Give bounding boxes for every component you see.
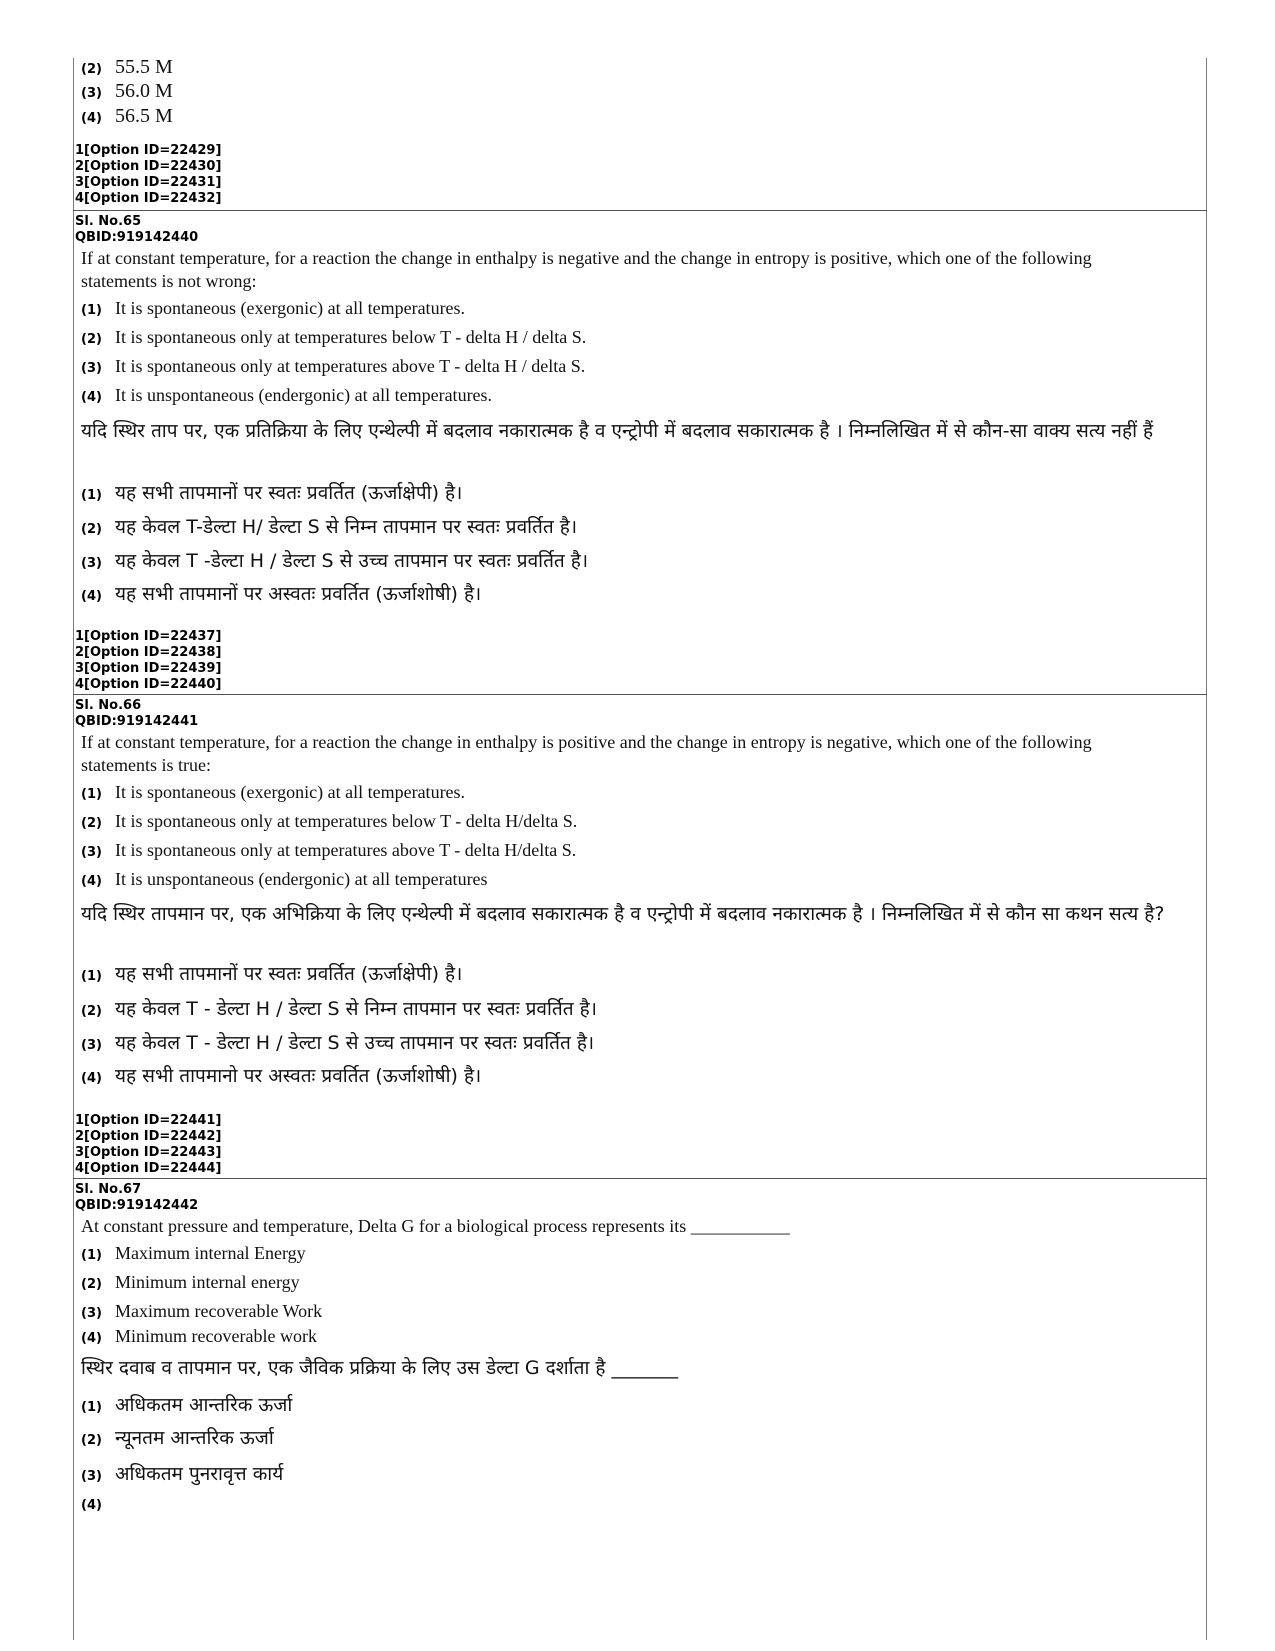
option-row	[81, 1424, 1186, 1450]
english-question-text: If at constant temperature, for a reaction the change in enthalpy is positive and the change in entropy is negative, which one of the following statements is true:	[81, 732, 1092, 775]
option-text: It is unspontaneous (endergonic) at all temperatures	[115, 869, 488, 889]
option-text: यह केवल T-डेल्टा H/ डेल्टा S से निम्न तापमान पर स्वतः प्रवर्तित है।	[115, 516, 578, 538]
option-id: 1[Option ID=22441]	[75, 1113, 222, 1128]
option-id: 3[Option ID=22443]	[75, 1145, 222, 1160]
option-row	[81, 1326, 1186, 1347]
option-row	[81, 1391, 1186, 1417]
option-id: 1[Option ID=22437]	[75, 629, 222, 644]
option-text: अधिकतम आन्तरिक ऊर्जा	[115, 1394, 293, 1416]
option-number: (1)	[81, 1248, 102, 1263]
option-text: यह सभी तापमानों पर स्वतः प्रवर्तित (ऊर्जाक्षेपी) है।	[115, 963, 463, 985]
question-bank-id: QBID:919142441	[75, 714, 199, 729]
english-question-text: If at constant temperature, for a reaction the change in enthalpy is negative and the change in entropy is positive, which one of the following statements is not wrong:	[81, 248, 1092, 291]
option-number: (2)	[81, 1433, 102, 1448]
option-id: 1[Option ID=22429]	[75, 143, 222, 158]
option-text: It is spontaneous only at temperatures above T - delta H / delta S.	[115, 356, 586, 376]
option-row	[81, 960, 1186, 986]
option-row	[81, 869, 1186, 890]
option-row	[81, 840, 1186, 861]
option-row	[81, 56, 1186, 79]
option-row	[81, 80, 1186, 103]
option-text: Maximum recoverable Work	[115, 1301, 323, 1321]
option-id: 4[Option ID=22444]	[75, 1161, 222, 1176]
option-id-list	[75, 1113, 221, 1177]
option-text: 55.5 M	[115, 56, 173, 78]
option-number: (3)	[81, 845, 102, 860]
option-number: (4)	[81, 390, 102, 405]
option-number: (4)	[81, 1071, 102, 1086]
option-row	[81, 1243, 1186, 1264]
row-divider	[73, 1178, 1207, 1179]
option-id: 3[Option ID=22439]	[75, 661, 222, 676]
option-number: (1)	[81, 303, 102, 318]
option-row	[81, 1029, 1186, 1055]
option-text: Minimum internal energy	[115, 1272, 300, 1292]
option-id: 2[Option ID=22430]	[75, 159, 222, 174]
option-row	[81, 1062, 1186, 1088]
option-text: It is spontaneous only at temperatures below T - delta H/delta S.	[115, 811, 578, 831]
option-row	[81, 547, 1186, 573]
question-bank-id: QBID:919142442	[75, 1198, 199, 1213]
option-number: (3)	[81, 1469, 102, 1484]
option-row	[81, 513, 1186, 539]
option-text: It is spontaneous only at temperatures below T - delta H / delta S.	[115, 327, 587, 347]
option-number: (4)	[81, 874, 102, 889]
option-id: 4[Option ID=22432]	[75, 191, 222, 206]
option-row	[81, 1301, 1186, 1322]
option-id-list	[75, 629, 221, 693]
option-number: (2)	[81, 62, 102, 77]
option-text: यह केवल T -डेल्टा H / डेल्टा S से उच्च तापमान पर स्वतः प्रवर्तित है।	[115, 550, 589, 572]
row-divider	[73, 694, 1207, 695]
option-number: (4)	[81, 589, 102, 604]
serial-number: Sl. No.67	[75, 1182, 142, 1197]
option-row	[81, 811, 1186, 832]
option-text: यह सभी तापमानों पर अस्वतः प्रवर्तित (ऊर्जाशोषी) है।	[115, 583, 482, 605]
option-number: (2)	[81, 522, 102, 537]
option-number: (2)	[81, 332, 102, 347]
option-row	[81, 995, 1186, 1021]
english-question-text: At constant pressure and temperature, Delta G for a biological process represents its ___________	[81, 1216, 790, 1236]
option-row	[81, 105, 1186, 128]
option-row	[81, 782, 1186, 803]
option-number: (1)	[81, 1400, 102, 1415]
question-table	[73, 58, 1207, 1640]
option-number: (3)	[81, 1038, 102, 1053]
option-id: 3[Option ID=22431]	[75, 175, 222, 190]
option-row	[81, 1498, 1186, 1514]
option-number: (2)	[81, 816, 102, 831]
option-text: यह केवल T - डेल्टा H / डेल्टा S से उच्च तापमान पर स्वतः प्रवर्तित है।	[115, 1032, 595, 1054]
hindi-question-text: यदि स्थिर तापमान पर, एक अभिक्रिया के लिए एन्थेल्पी में बदलाव सकारात्मक है व एन्ट्रोपी में बदलाव नकारात्मक है । निम्नलिखित में से कौन सा कथन सत्य है?	[81, 903, 1165, 925]
option-text: It is unspontaneous (endergonic) at all temperatures.	[115, 385, 493, 405]
option-row	[81, 356, 1186, 377]
option-row	[81, 385, 1186, 406]
hindi-question-text: यदि स्थिर ताप पर, एक प्रतिक्रिया के लिए एन्थेल्पी में बदलाव नकारात्मक है व एन्ट्रोपी में बदलाव सकारात्मक है । निम्नलिखित में से कौन-सा वाक्य सत्य नहीं हैं	[81, 420, 1154, 442]
option-text: यह सभी तापमानो पर अस्वतः प्रवर्तित (ऊर्जाशोषी) है।	[115, 1065, 482, 1087]
option-text: Minimum recoverable work	[115, 1326, 317, 1346]
option-id: 4[Option ID=22440]	[75, 677, 222, 692]
serial-number: Sl. No.65	[75, 214, 142, 229]
option-row	[81, 1460, 1186, 1486]
option-number: (1)	[81, 787, 102, 802]
option-row	[81, 298, 1186, 319]
option-text: यह केवल T - डेल्टा H / डेल्टा S से निम्न तापमान पर स्वतः प्रवर्तित है।	[115, 998, 597, 1020]
option-row	[81, 327, 1186, 348]
option-number: (3)	[81, 556, 102, 571]
serial-number: Sl. No.66	[75, 698, 142, 713]
option-number: (3)	[81, 1306, 102, 1321]
option-number: (4)	[81, 1498, 102, 1513]
row-divider	[73, 210, 1207, 211]
hindi-question-text: स्थिर दवाब व तापमान पर, एक जैविक प्रक्रिया के लिए उस डेल्टा G दर्शाता है _______	[81, 1357, 679, 1379]
option-text: न्यूनतम आन्तरिक ऊर्जा	[115, 1427, 274, 1449]
option-row	[81, 580, 1186, 606]
option-row	[81, 1272, 1186, 1293]
option-row	[81, 479, 1186, 505]
option-number: (3)	[81, 361, 102, 376]
option-number: (4)	[81, 111, 102, 126]
option-number: (2)	[81, 1277, 102, 1292]
option-id: 2[Option ID=22442]	[75, 1129, 222, 1144]
option-text: Maximum internal Energy	[115, 1243, 306, 1263]
option-number: (3)	[81, 86, 102, 101]
option-number: (4)	[81, 1331, 102, 1346]
option-number: (1)	[81, 488, 102, 503]
option-id: 2[Option ID=22438]	[75, 645, 222, 660]
option-id-list	[75, 143, 221, 207]
option-text: It is spontaneous (exergonic) at all temperatures.	[115, 298, 466, 318]
option-text: अधिकतम पुनरावृत्त कार्य	[115, 1463, 284, 1485]
option-text: 56.5 M	[115, 105, 173, 127]
question-bank-id: QBID:919142440	[75, 230, 199, 245]
option-text: यह सभी तापमानों पर स्वतः प्रवर्तित (ऊर्जाक्षेपी) है।	[115, 482, 463, 504]
option-text: It is spontaneous (exergonic) at all temperatures.	[115, 782, 466, 802]
option-number: (2)	[81, 1004, 102, 1019]
option-text: 56.0 M	[115, 80, 173, 102]
option-text: It is spontaneous only at temperatures above T - delta H/delta S.	[115, 840, 577, 860]
option-number: (1)	[81, 969, 102, 984]
